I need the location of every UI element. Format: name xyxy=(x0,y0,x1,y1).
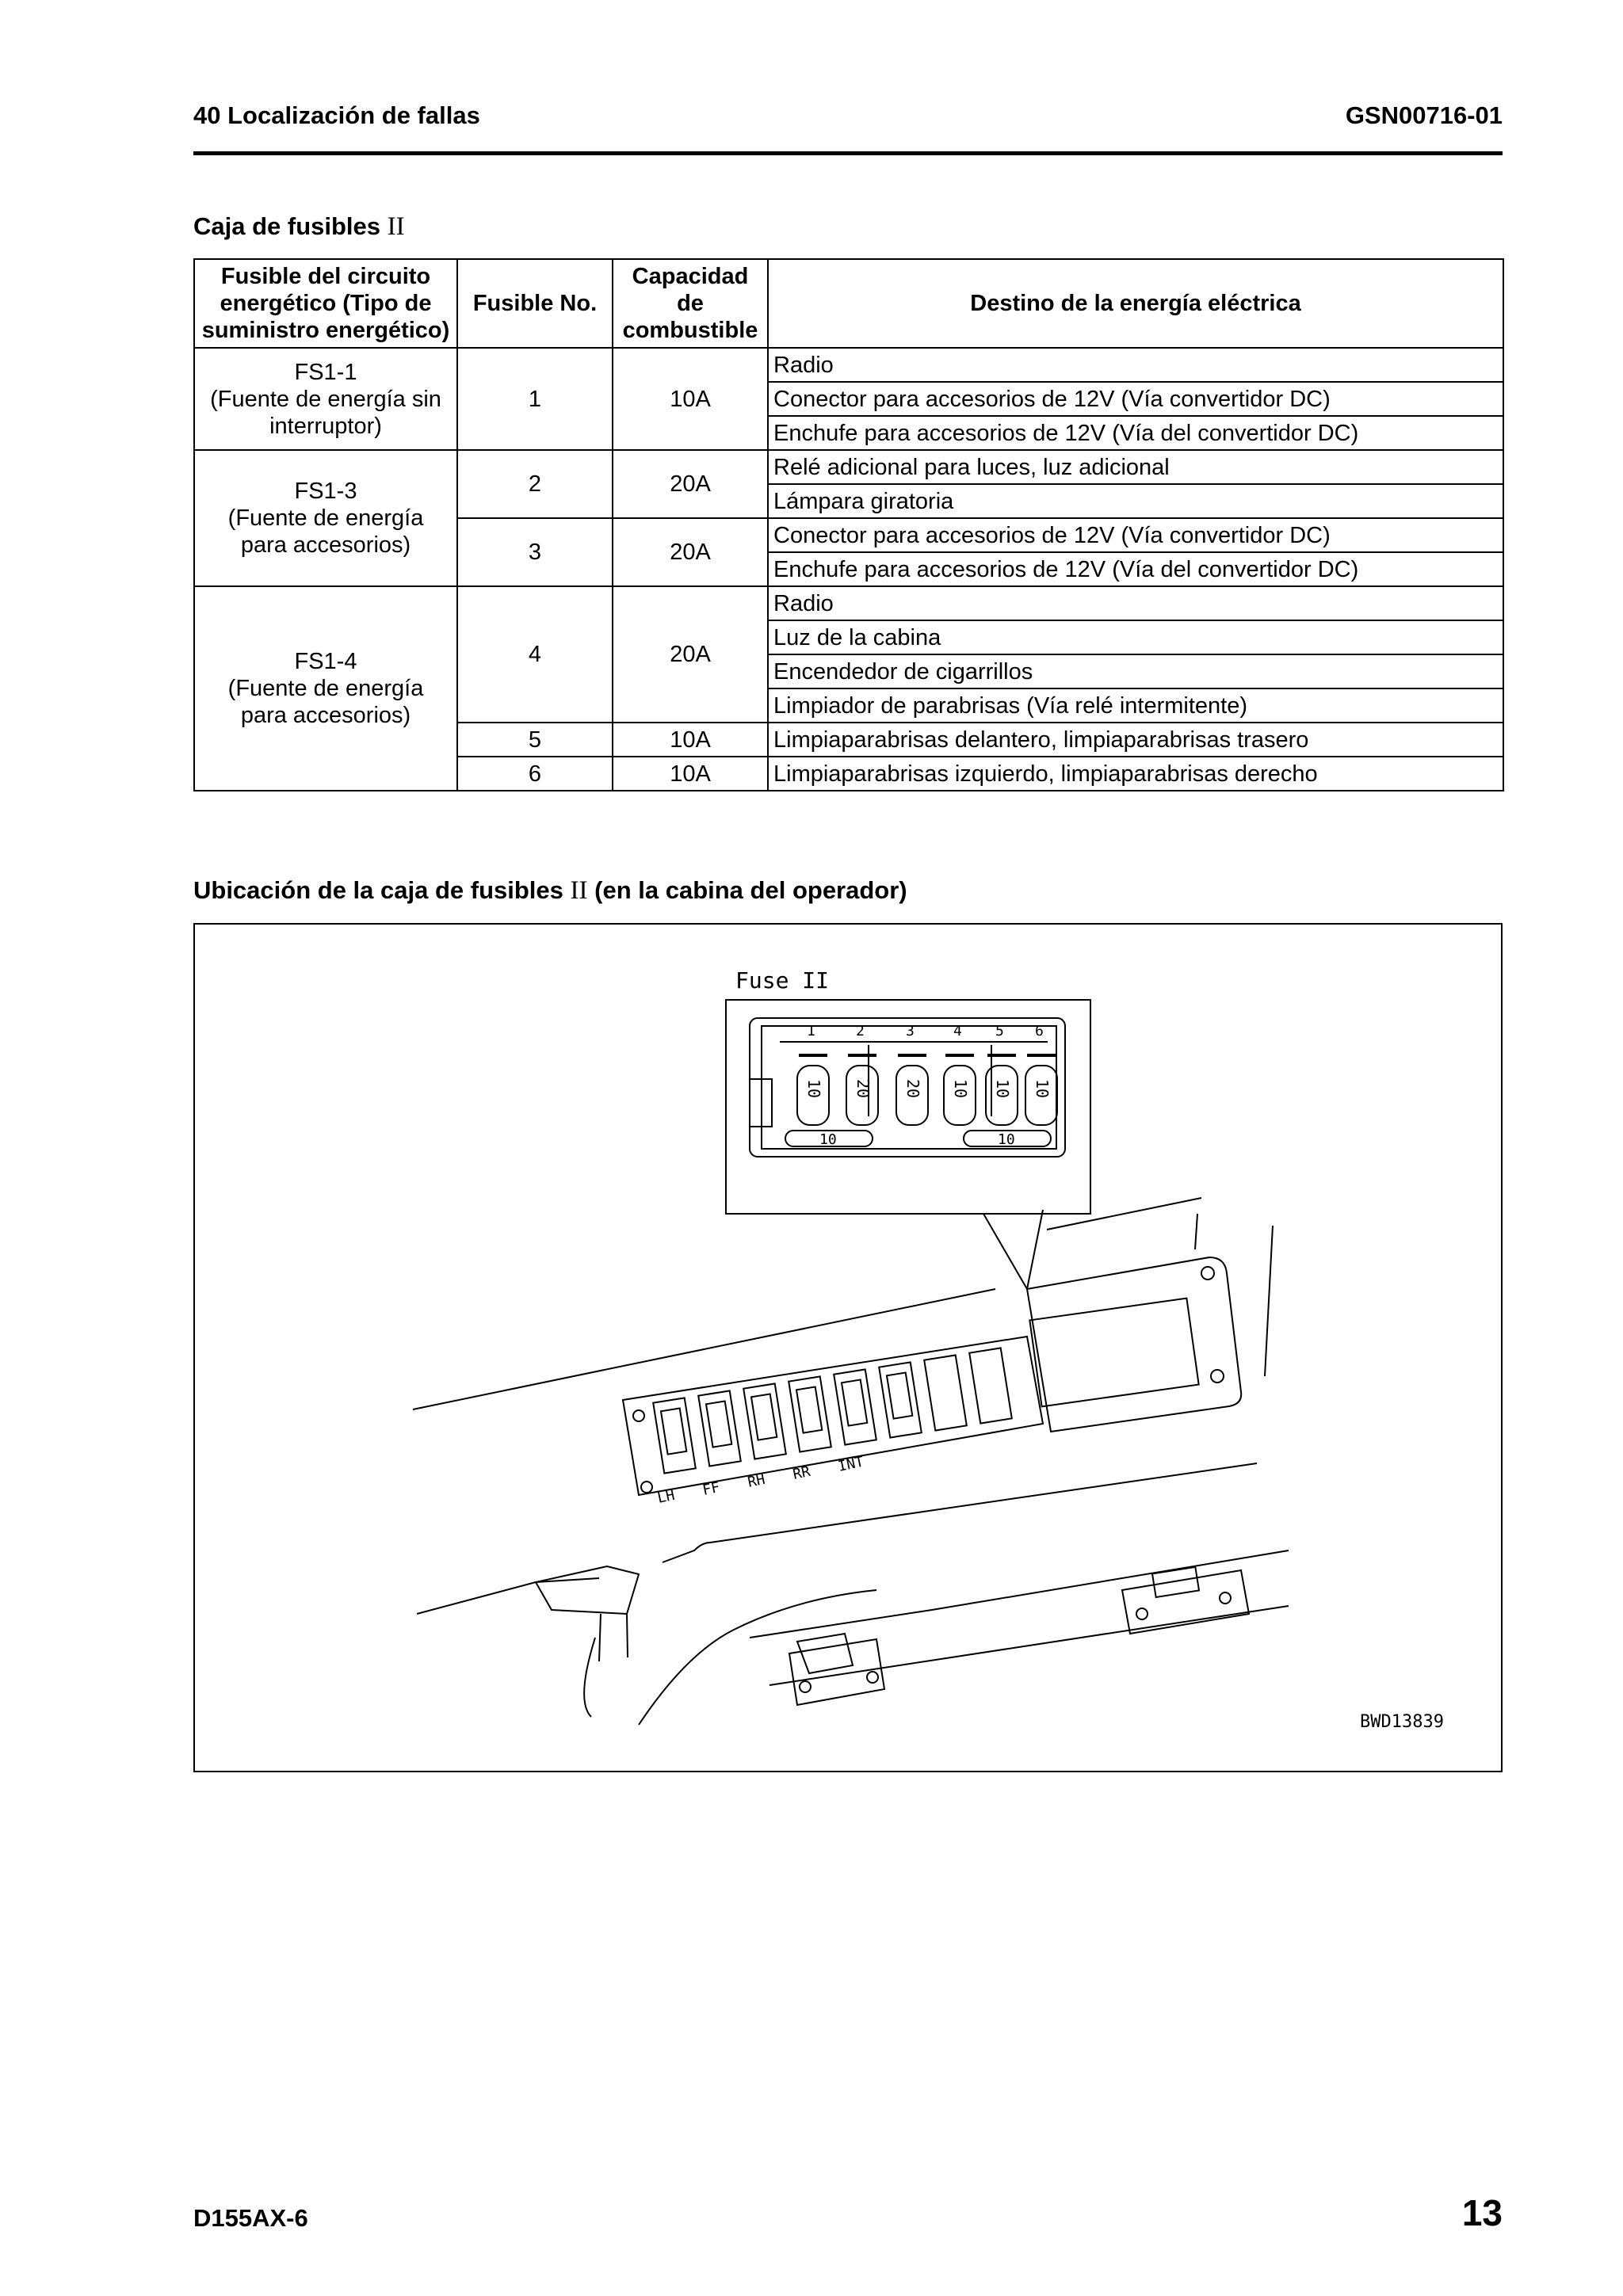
rocker-switch xyxy=(924,1355,967,1430)
slot-number: 1 xyxy=(807,1023,815,1039)
capacity-cell: 10A xyxy=(613,723,768,757)
slot-number: 6 xyxy=(1035,1023,1044,1039)
fuse-rating: 10 xyxy=(804,1079,823,1099)
slot-number: 4 xyxy=(953,1023,962,1039)
console-edge xyxy=(1265,1226,1273,1376)
destination-cell: Radio xyxy=(768,586,1503,620)
location-title-text: Ubicación de la caja de fusibles xyxy=(193,876,563,904)
destination-cell: Radio xyxy=(768,348,1503,382)
capacity-cell: 10A xyxy=(613,348,768,450)
mount-hole xyxy=(1220,1592,1231,1604)
switch-label: LH xyxy=(655,1486,677,1507)
fuse-rating: 10 xyxy=(1033,1079,1052,1099)
mount-hole xyxy=(1136,1608,1148,1619)
table-row xyxy=(194,450,1503,484)
fuse-no-cell: 5 xyxy=(457,723,613,757)
latch-plate xyxy=(797,1634,853,1673)
fuse-box-location-figure xyxy=(193,923,1503,1772)
table-header-row xyxy=(194,259,1503,348)
spare-fuses xyxy=(785,1131,1051,1148)
spare-fuse-rating: 10 xyxy=(819,1131,837,1148)
capacity-cell: 20A xyxy=(613,586,768,723)
slot-number: 3 xyxy=(906,1023,915,1039)
capacity-cell: 20A xyxy=(613,450,768,518)
page-header xyxy=(193,101,1503,133)
fuse-rating: 20 xyxy=(903,1079,922,1099)
fuse-no-cell: 3 xyxy=(457,518,613,586)
destination-cell: Limpiaparabrisas izquierdo, limpiaparabrisas derecho xyxy=(768,757,1503,791)
switch-label: FF xyxy=(701,1478,722,1499)
destination-cell: Luz de la cabina xyxy=(768,620,1503,654)
fuse-rating: 10 xyxy=(951,1079,970,1099)
switch-label: RH xyxy=(746,1470,767,1491)
capacity-cell: 20A xyxy=(613,518,768,586)
callout-pointer xyxy=(983,1210,1043,1289)
console-edge xyxy=(584,1638,595,1717)
fuse-cover-plate xyxy=(1027,1257,1241,1432)
rocker-switch-paddle xyxy=(751,1394,777,1440)
destination-cell: Enchufe para accesorios de 12V (Vía del convertidor DC) xyxy=(768,552,1503,586)
header-divider xyxy=(193,151,1503,155)
destination-cell: Limpiaparabrisas delantero, limpiaparabrisas trasero xyxy=(768,723,1503,757)
slot-number: 5 xyxy=(995,1023,1004,1039)
rocker-switch-paddle xyxy=(661,1409,686,1455)
capacity-cell: 10A xyxy=(613,757,768,791)
location-title-numeral: II xyxy=(570,876,588,905)
section-title: 40 Localización de fallas xyxy=(193,101,480,129)
fuse-no-cell: 2 xyxy=(457,450,613,518)
rocker-switch-paddle xyxy=(706,1402,731,1447)
fuse-no-cell: 1 xyxy=(457,348,613,450)
fuse-rating: 20 xyxy=(854,1079,873,1099)
fuse-rating: 10 xyxy=(993,1079,1012,1099)
header-capacity: Capacidad de combustible xyxy=(613,259,768,348)
destination-cell: Limpiador de parabrisas (Vía relé intermitente) xyxy=(768,688,1503,723)
footer-model: D155AX-6 xyxy=(193,2204,308,2232)
mount-hole xyxy=(867,1672,878,1683)
figure-code: BWD13839 xyxy=(1360,1712,1444,1732)
destination-cell: Enchufe para accesorios de 12V (Vía del convertidor DC) xyxy=(768,416,1503,450)
circuit-cell: FS1-4 (Fuente de energía para accesorios) xyxy=(194,586,457,791)
fuse-box-label: Fuse II xyxy=(735,967,830,994)
console-edge xyxy=(639,1590,876,1725)
rocker-switch-paddle xyxy=(887,1373,912,1419)
switch-labels xyxy=(656,1454,865,1507)
lever-shaft xyxy=(599,1614,601,1661)
switch-label: INT xyxy=(836,1453,865,1475)
console-edge xyxy=(417,1578,599,1614)
rocker-switch xyxy=(969,1348,1012,1423)
location-section-title xyxy=(193,876,907,906)
fuse-box-illustration xyxy=(195,925,1501,1771)
destination-cell: Encendedor de cigarrillos xyxy=(768,654,1503,688)
table-row xyxy=(194,348,1503,382)
switch-label: RR xyxy=(791,1463,812,1483)
destination-cell: Relé adicional para luces, luz adicional xyxy=(768,450,1503,484)
mount-hole xyxy=(633,1410,644,1421)
header-fuse-no: Fusible No. xyxy=(457,259,613,348)
lever-bracket xyxy=(536,1566,639,1614)
destination-cell: Conector para accesorios de 12V (Vía convertidor DC) xyxy=(768,518,1503,552)
console-edge xyxy=(1195,1214,1197,1249)
fuse-no-cell: 6 xyxy=(457,757,613,791)
rocker-switch-paddle xyxy=(842,1380,867,1426)
spare-fuse-rating: 10 xyxy=(998,1131,1015,1148)
fuse-slots xyxy=(797,1023,1057,1125)
table-title-text: Caja de fusibles xyxy=(193,212,381,240)
fuse-cover-window xyxy=(1029,1299,1198,1407)
fuse-no-cell: 4 xyxy=(457,586,613,723)
mount-hole xyxy=(1211,1370,1224,1383)
mount-hole xyxy=(800,1681,811,1692)
console-edge xyxy=(750,1550,1289,1638)
fuse-table xyxy=(193,258,1504,791)
destination-cell: Conector para accesorios de 12V (Vía convertidor DC) xyxy=(768,382,1503,416)
circuit-cell: FS1-3 (Fuente de energía para accesorios) xyxy=(194,450,457,586)
lever-shaft xyxy=(627,1614,628,1657)
slot-number: 2 xyxy=(856,1023,865,1039)
document-code: GSN00716-01 xyxy=(1345,101,1503,129)
table-title-numeral: II xyxy=(387,212,405,241)
circuit-cell: FS1-1 (Fuente de energía sin interruptor) xyxy=(194,348,457,450)
header-destination: Destino de la energía eléctrica xyxy=(768,259,1503,348)
table-row xyxy=(194,586,1503,620)
page-number: 13 xyxy=(1461,2192,1503,2233)
mount-hole xyxy=(641,1482,652,1493)
rocker-switch-paddle xyxy=(796,1387,822,1433)
header-circuit: Fusible del circuito energético (Tipo de suministro energético) xyxy=(194,259,457,348)
table-section-title xyxy=(193,212,405,242)
destination-cell: Lámpara giratoria xyxy=(768,484,1503,518)
location-title-suffix: (en la cabina del operador) xyxy=(594,876,907,904)
mount-hole xyxy=(1201,1267,1214,1280)
